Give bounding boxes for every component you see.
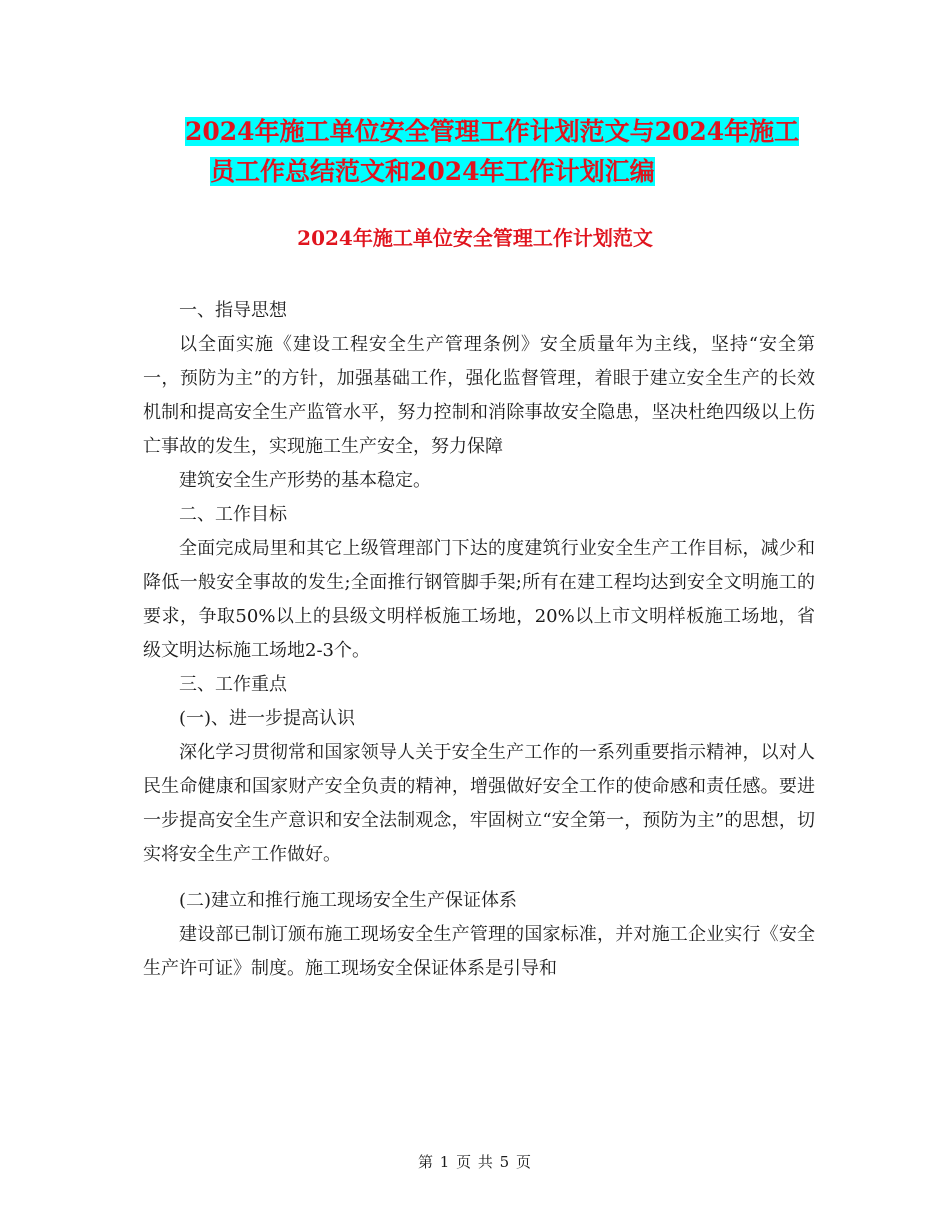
paragraph: 以全面实施《建设工程安全生产管理条例》安全质量年为主线，坚持“安全第一，预防为主”的方针，加强基础工作，强化监督管理，着眼于建立安全生产的长效机制和提高安全生产监管水平，努力控制和消除事故安全隐患，坚决杜绝四级以上伤亡事故的发生，实现施工生产安全，努力保障 — [143, 334, 815, 457]
document-title — [140, 112, 820, 192]
paragraph-heading-guiding-thought: 一、指导思想 — [179, 300, 287, 321]
paragraph: 全面完成局里和其它上级管理部门下达的度建筑行业安全生产工作目标，减少和降低一般安全事故的发生;全面推行钢管脚手架;所有在建工程均达到安全文明施工的要求，争取50%以上的县级文明样板施工场地，20%以上市文明样板施工场地，省级文明达标施工场地2-3个。 — [143, 538, 815, 661]
paragraph-heading-work-goals: 二、工作目标 — [179, 504, 287, 525]
document-title-line-1: 2024年施工单位安全管理工作计划范文与2024年施工 — [185, 117, 800, 146]
section-title: 2024年施工单位安全管理工作计划范文 — [297, 226, 653, 250]
paragraph-subheading-raise-awareness: (一)、进一步提高认识 — [179, 708, 356, 729]
document-body — [143, 294, 815, 986]
paragraph: 建筑安全生产形势的基本稳定。 — [179, 470, 431, 491]
paragraph: 深化学习贯彻常和国家领导人关于安全生产工作的一系列重要指示精神，以对人民生命健康和国家财产安全负责的精神，增强做好安全工作的使命感和责任感。要进一步提高安全生产意识和安全法制观念，牢固树立“安全第一，预防为主”的思想，切实将安全生产工作做好。 — [143, 742, 815, 865]
paragraph-subheading-safety-system: (二)建立和推行施工现场安全生产保证体系 — [179, 890, 518, 911]
paragraph: 建设部已制订颁布施工现场安全生产管理的国家标准，并对施工企业实行《安全生产许可证》制度。施工现场安全保证体系是引导和 — [143, 924, 815, 979]
paragraph-heading-work-focus: 三、工作重点 — [179, 674, 287, 695]
document-title-line-2: 员工作总结范文和2024年工作计划汇编 — [210, 157, 655, 186]
page-footer: 第 1 页 共 5 页 — [418, 1153, 532, 1171]
